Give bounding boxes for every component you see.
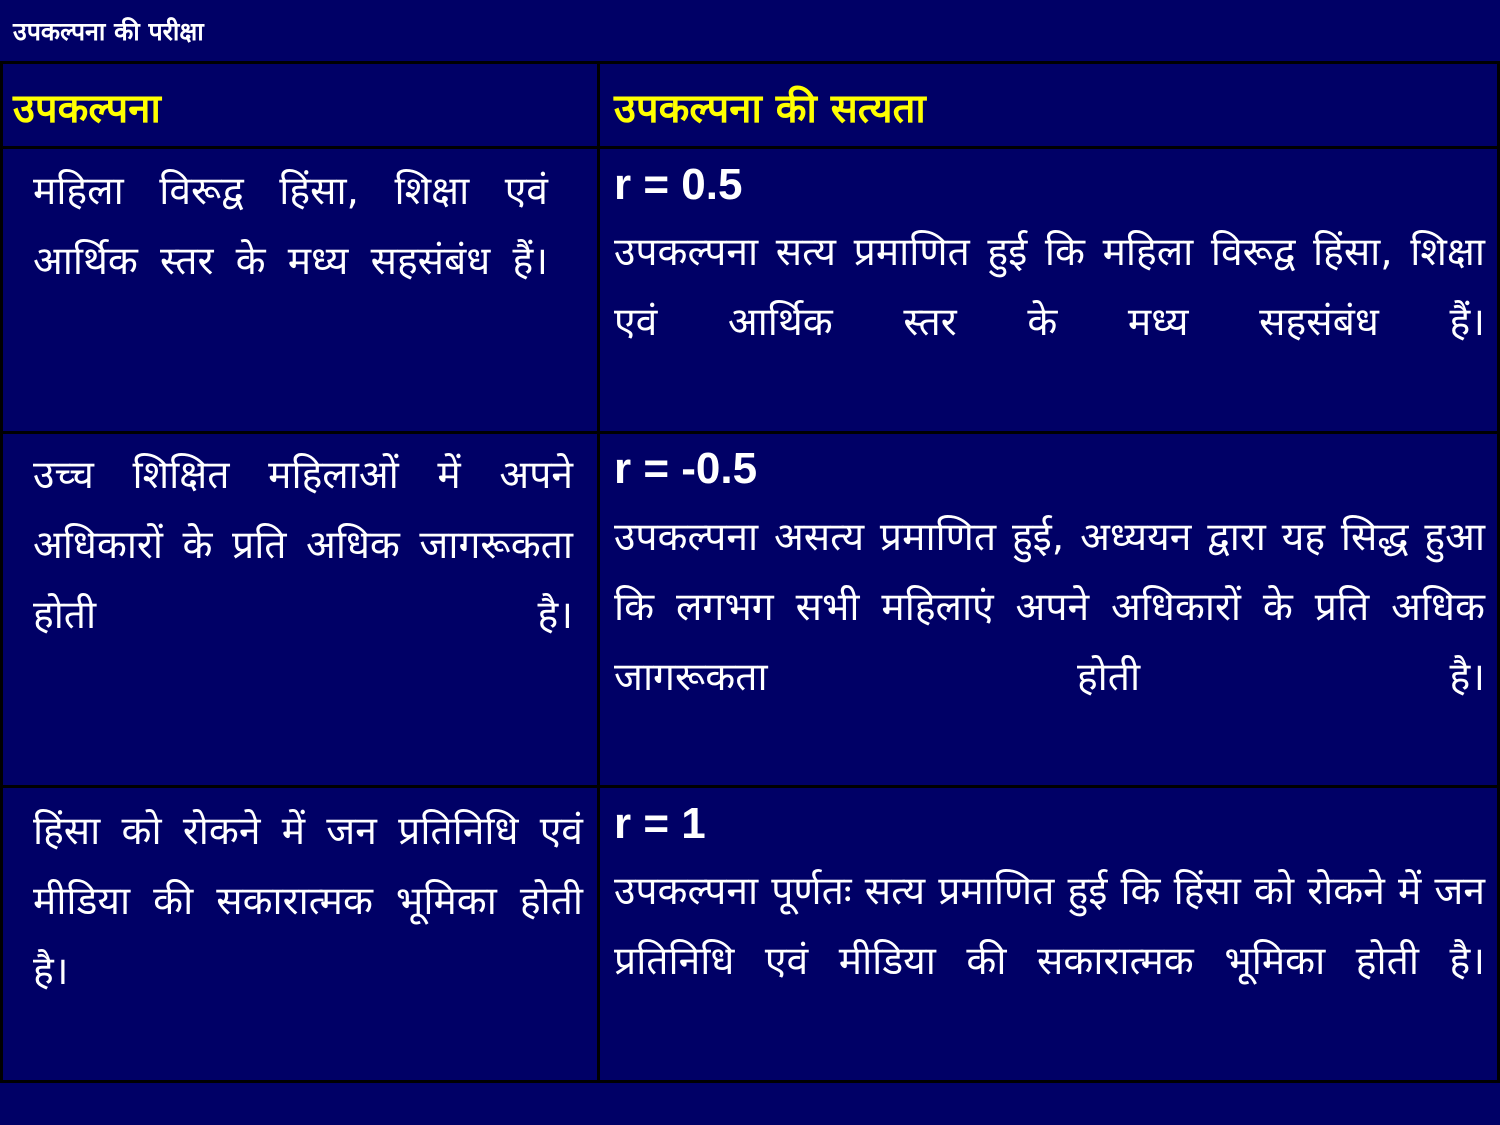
table-row-1-hypothesis: महिला विरूद्व हिंसा, शिक्षा एवं आर्थिक स्तर के मध्य सहसंबंध हैं। xyxy=(33,169,548,284)
table-border-top xyxy=(0,61,1500,64)
table-row-3-hypothesis: हिंसा को रोकने में जन प्रतिनिधि एवं मीडिया की सकारात्मक भूमिका होती है। xyxy=(33,809,583,994)
table-row-3-result: उपकल्पना पूर्णतः सत्य प्रमाणित हुई कि हिंसा को रोकने में जन प्रतिनिधि एवं मीडिया की सकारात्मक भूमिका होती है। xyxy=(614,869,1485,984)
table-row-2-hypothesis: उच्च शिक्षित महिलाओं में अपने अधिकारों के प्रति अधिक जागरूकता होती है। xyxy=(33,453,573,638)
column-header-hypothesis: उपकल्पना xyxy=(13,86,161,132)
slide-title: उपकल्पना की परीक्षा xyxy=(13,17,204,46)
table-row-2-r-value: r = -0.5 xyxy=(614,444,758,493)
column-header-validity: उपकल्पना की सत्यता xyxy=(614,86,926,132)
header-divider xyxy=(0,146,1500,149)
table-row-3-r-value: r = 1 xyxy=(614,799,706,848)
table-border-left xyxy=(0,61,3,1083)
table-row-2-result: उपकल्पना असत्य प्रमाणित हुई, अध्ययन द्वारा यह सिद्ध हुआ कि लगभग सभी महिलाएं अपने अधिकारों के प्रति अधिक जागरूकता होती है। xyxy=(614,515,1485,700)
column-divider xyxy=(597,61,600,1083)
row-divider-2 xyxy=(0,785,1500,788)
table-row-1-result: उपकल्पना सत्य प्रमाणित हुई कि महिला विरूद्व हिंसा, शिक्षा एवं आर्थिक स्तर के मध्य सहसंबंध हैं। xyxy=(614,230,1485,345)
table-row-1-r-value: r = 0.5 xyxy=(614,160,743,209)
row-divider-1 xyxy=(0,431,1500,434)
hypothesis-table xyxy=(0,61,1500,1083)
table-border-bottom xyxy=(0,1080,1500,1083)
